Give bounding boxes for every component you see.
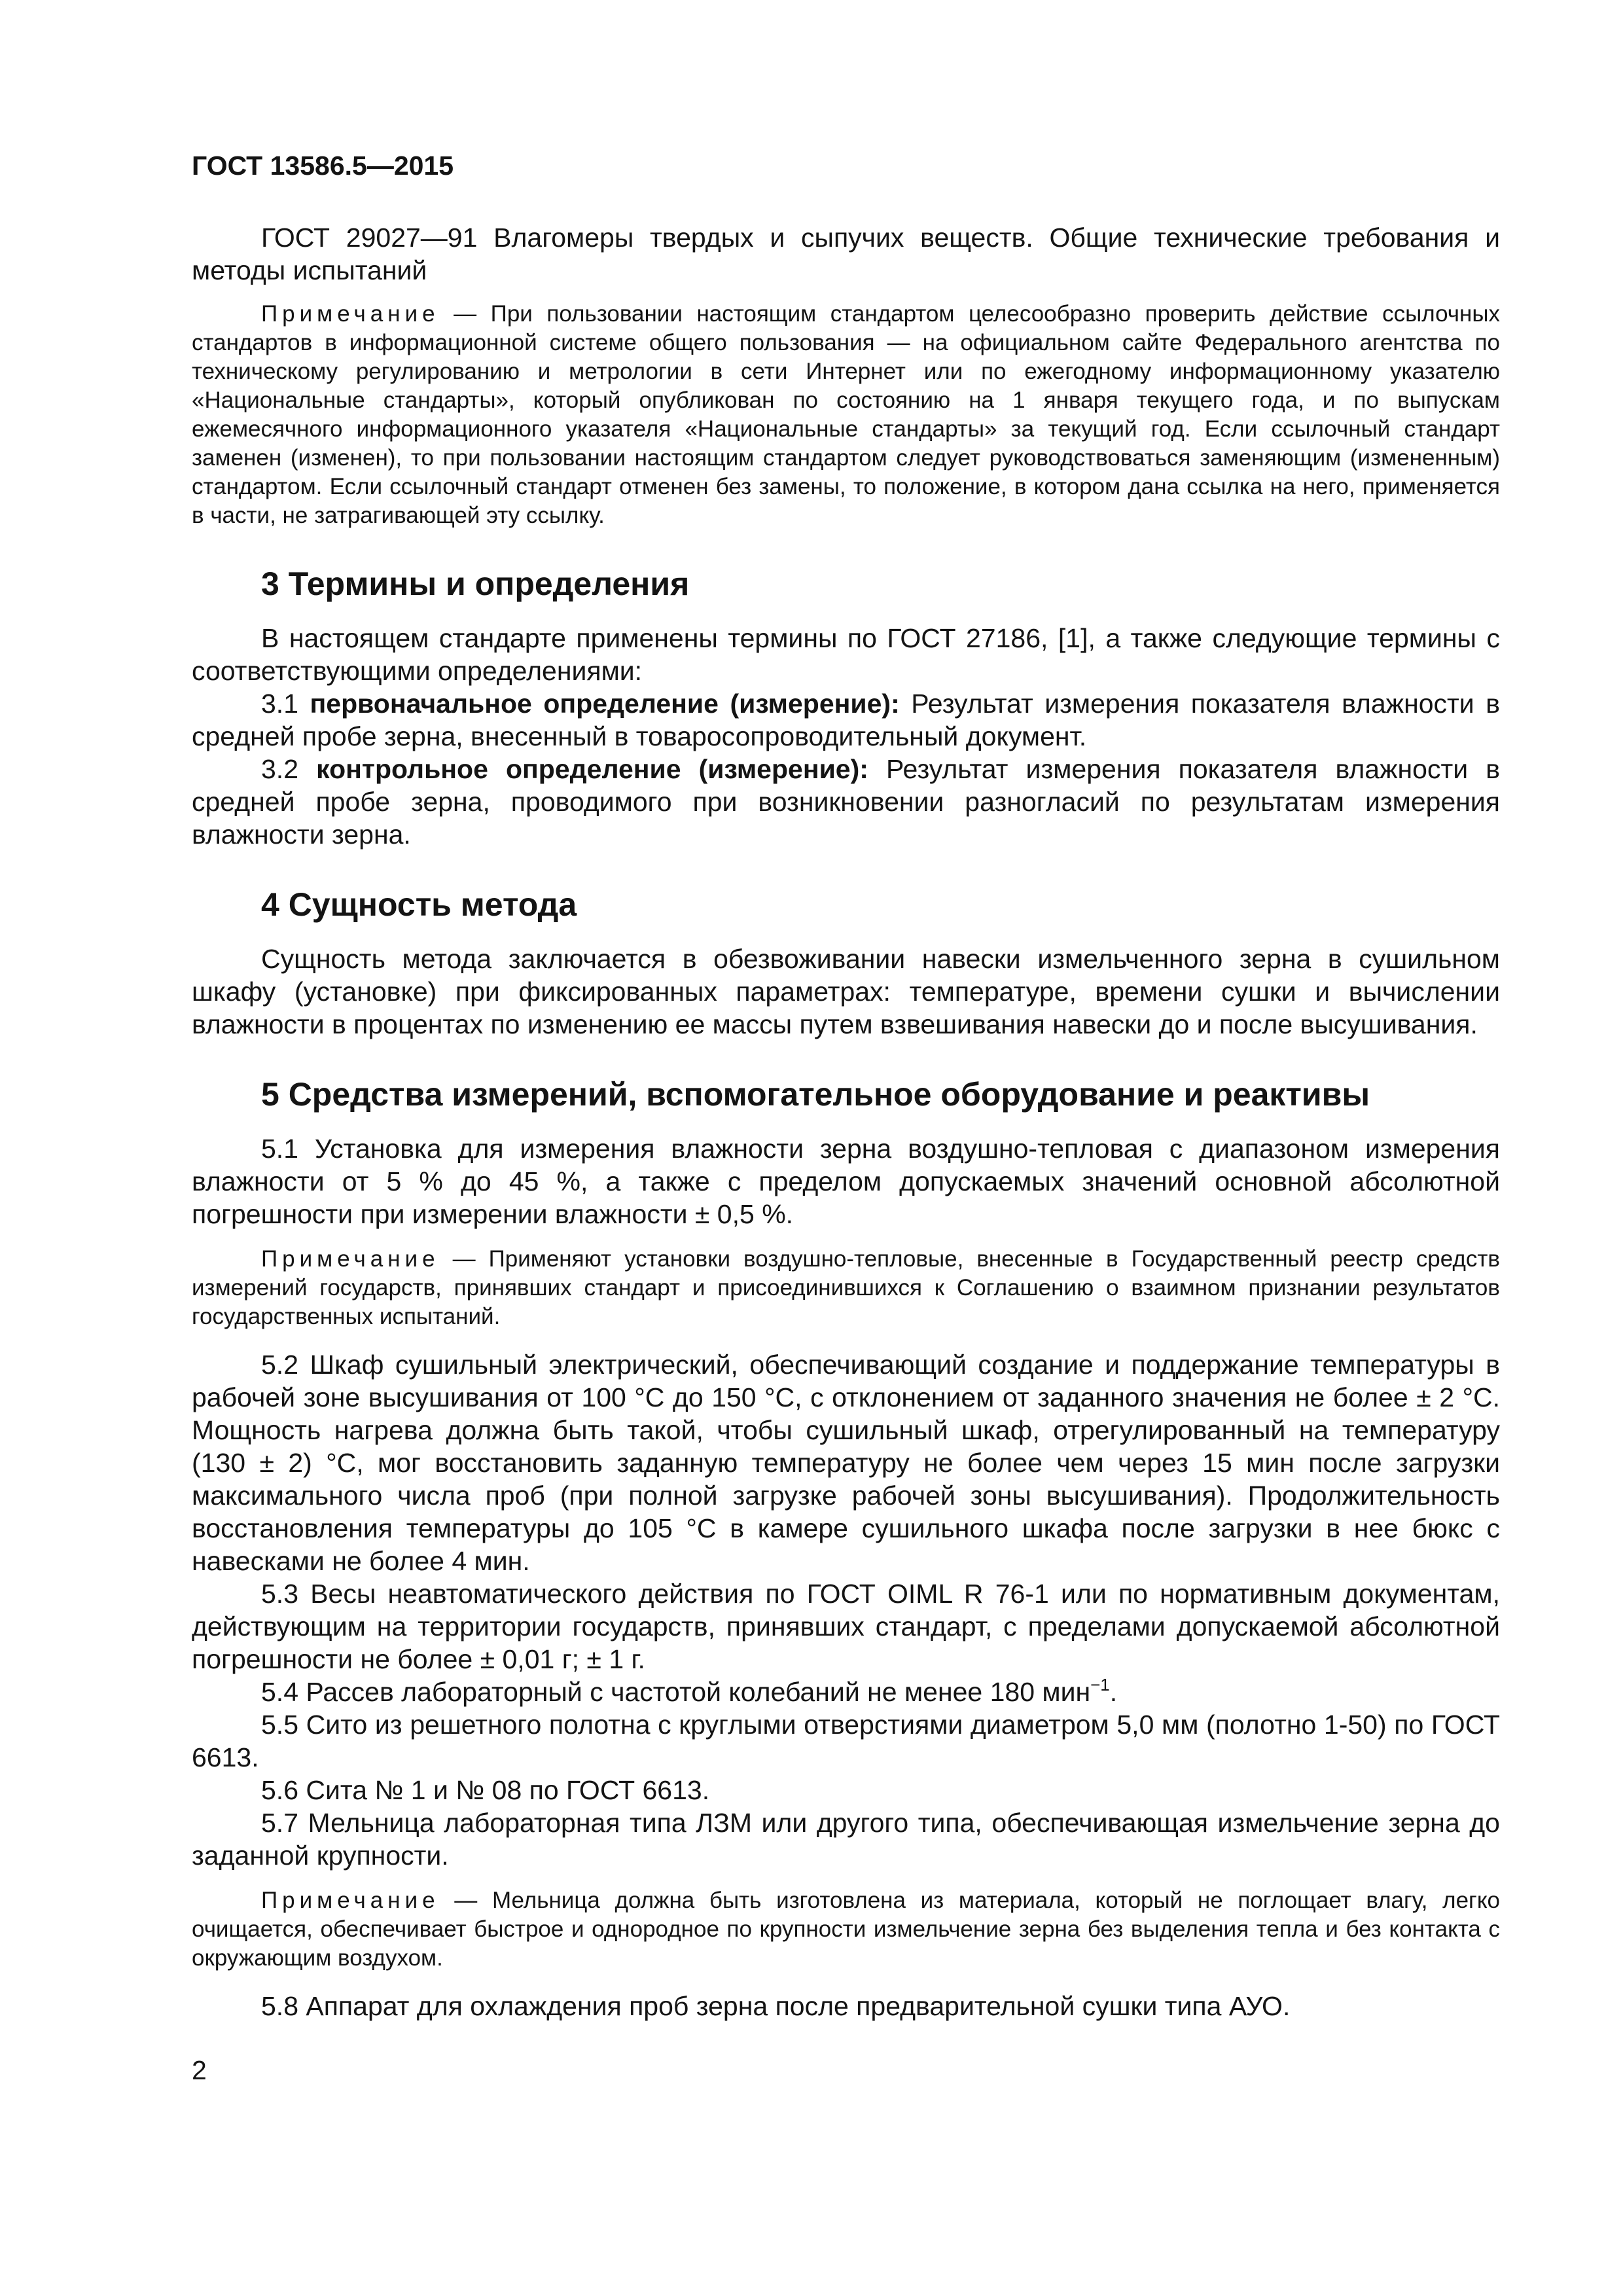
term-definition: Результат измерения показателя влажности в средней пробе зерна, проводимого при возникновении разногласий по результатам измерения влажности зерна. bbox=[192, 754, 1501, 850]
term-3-1 bbox=[192, 687, 1500, 753]
section-4-heading: 4 Сущность метода bbox=[261, 886, 577, 923]
paragraph-5-4-end: . bbox=[1109, 1677, 1118, 1707]
note-text: — При пользовании настоящим стандартом целесообразно проверить действие ссылочных стандартов в информационной системе общего пользования — на официальном сайте Федерального агентства по техническому регулированию и метрологии в сети Интернет или по ежегодному информационному указателю «Национальные стандарты», который опубликован по состоянию на 1 января текущего года, и по выпускам ежемесячного информационного указателя «Национальные стандарты» за текущий год. Если ссылочный стандарт заменен (изменен), то при пользовании настоящим стандартом следует руководствоваться заменяющим (измененным) стандартом. Если ссылочный стандарт отменен без замены, то положение, в котором дана ссылка на него, применяется в части, не затрагивающей эту ссылку. bbox=[192, 301, 1500, 528]
note-text: — Применяют установки воздушно-тепловые, внесенные в Государственный реестр средств измерений государств, принявших стандарт и присоединившихся к Соглашению о взаимном признании результатов государственных испытаний. bbox=[192, 1246, 1500, 1329]
term-3-2 bbox=[192, 753, 1500, 851]
paragraph-5-8: 5.8 Аппарат для охлаждения проб зерна после предварительной сушки типа АУО. bbox=[261, 1991, 1291, 2021]
note-label: Примечание bbox=[261, 1888, 440, 1913]
paragraph-5-3: 5.3 Весы неавтоматического действия по ГОСТ OIML R 76-1 или по нормативным документам, действующим на территории государств, принявших стандарт, с пределами допускаемой абсолютной погрешности не более ± 0,01 г; ± 1 г. bbox=[192, 1579, 1500, 1674]
paragraph-5-6: 5.6 Сита № 1 и № 08 по ГОСТ 6613. bbox=[261, 1775, 710, 1805]
paragraph-5-1: 5.1 Установка для измерения влажности зерна воздушно-тепловая с диапазоном измерения влажности от 5 % до 45 %, а также с пределом допускаемых значений основной абсолютной погрешности при измерении влажности ± 0,5 %. bbox=[192, 1134, 1500, 1229]
paragraph-5-1-note bbox=[192, 1245, 1500, 1331]
term-number: 3.1 bbox=[261, 689, 310, 719]
term-number: 3.2 bbox=[261, 754, 317, 784]
paragraph-5-4 bbox=[192, 1676, 1500, 1708]
note-label: Примечание bbox=[261, 301, 440, 327]
term-name: контрольное определение (измерение): bbox=[316, 754, 868, 784]
references-note bbox=[192, 300, 1500, 530]
exponent: −1 bbox=[1090, 1675, 1110, 1695]
section-4-text: Сущность метода заключается в обезвоживании навески измельченного зерна в сушильном шкафу (установке) при фиксированных параметрах: температуре, времени сушки и вычислении влажности в процентах по изменению ее массы путем взвешивания навески до и после высушивания. bbox=[192, 944, 1500, 1039]
paragraph-5-2: 5.2 Шкаф сушильный электрический, обеспечивающий создание и поддержание температуры в рабочей зоне высушивания от 100 °С до 150 °С, с отклонением от заданного значения не более ± 2 °С. Мощность нагрева должна быть такой, чтобы сушильный шкаф, отрегулированный на температуру (130 ± 2) °С, мог восстановить заданную температуру не более чем через 15 мин после загрузки максимального числа проб (при полной загрузке рабочей зоны высушивания). Продолжительность восстановления температуры до 105 °С в камере сушильного шкафа после загрузки в нее бюкс с навесками не более 4 мин. bbox=[192, 1350, 1500, 1576]
note-label: Примечание bbox=[261, 1246, 440, 1272]
page-content bbox=[192, 149, 1500, 2022]
note-text: — Мельница должна быть изготовлена из материала, который не поглощает влагу, легко очищается, обеспечивает быстрое и однородное по крупности измельчение зерна без выделения тепла и без контакта с окружающим воздухом. bbox=[192, 1888, 1500, 1971]
section-5-heading: 5 Средства измерений, вспомогательное оборудование и реактивы bbox=[261, 1076, 1370, 1113]
term-name: первоначальное определение (измерение): bbox=[310, 689, 900, 719]
paragraph-5-7-note bbox=[192, 1886, 1500, 1973]
term-definition: Результат измерения показателя влажности в средней пробе зерна, внесенный в товаросопроводительный документ. bbox=[192, 689, 1501, 751]
section-3-intro: В настоящем стандарте применены термины по ГОСТ 27186, [1], а также следующие термины с соответствующими определениями: bbox=[192, 623, 1500, 686]
paragraph-5-4-text: 5.4 Рассев лабораторный с частотой колебаний не менее 180 мин bbox=[261, 1677, 1091, 1707]
reference-gost-29027: ГОСТ 29027—91 Влагомеры твердых и сыпучих веществ. Общие технические требования и методы испытаний bbox=[192, 223, 1500, 285]
paragraph-5-7: 5.7 Мельница лабораторная типа ЛЗМ или другого типа, обеспечивающая измельчение зерна до заданной крупности. bbox=[192, 1808, 1500, 1871]
paragraph-5-5: 5.5 Сито из решетного полотна с круглыми отверстиями диаметром 5,0 мм (полотно 1-50) по ГОСТ 6613. bbox=[192, 1710, 1500, 1772]
section-3-heading: 3 Термины и определения bbox=[261, 565, 690, 602]
document-code-header: ГОСТ 13586.5—2015 bbox=[192, 151, 454, 181]
page-number: 2 bbox=[192, 2055, 207, 2085]
